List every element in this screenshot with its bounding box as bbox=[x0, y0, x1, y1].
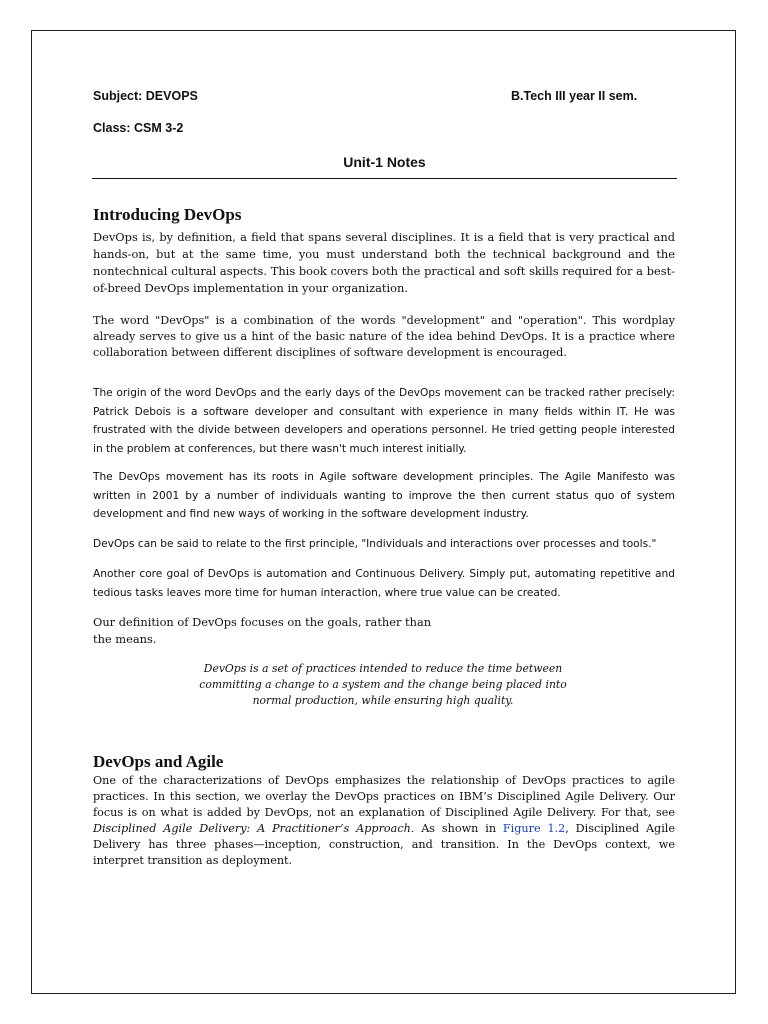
year-label: B.Tech III year II sem. bbox=[511, 89, 638, 103]
title-divider bbox=[92, 178, 677, 179]
section-heading-introducing-devops: Introducing DevOps bbox=[93, 205, 242, 224]
paragraph-goals-line1: Our definition of DevOps focuses on the goals, rather than bbox=[93, 615, 432, 629]
section-heading-devops-and-agile: DevOps and Agile bbox=[93, 752, 224, 771]
paragraph-definition: DevOps is, by definition, a field that spans several disciplines. It is a field that is very practical and hands-on, but at the same time, you must understand both the technical background and the nontechnical cultural aspects. This book covers both the practical and soft skills required for a best-of-breed DevOps implementation in your organization. bbox=[93, 230, 675, 295]
paragraph-first-principle: DevOps can be said to relate to the first principle, "Individuals and interactions over processes and tools." bbox=[93, 538, 657, 550]
quote-line: committing a change to a system and the change being placed into bbox=[199, 678, 567, 691]
text-span: , Disciplined Agile Delivery has three phases—inception, construction, and transition. In the DevOps context, we interpret transition as deployment. bbox=[93, 822, 675, 867]
page-title: Unit-1 Notes bbox=[343, 154, 426, 170]
paragraph-goals bbox=[93, 614, 675, 648]
paragraph-agile-roots: The DevOps movement has its roots in Agile software development principles. The Agile Manifesto was written in 2001 by a number of individuals wanting to improve the then current status quo of system development and find new ways of working in the software development industry. bbox=[93, 471, 675, 520]
subject-label: Subject: DEVOPS bbox=[93, 89, 198, 103]
figure-link[interactable]: Figure 1.2 bbox=[502, 822, 566, 835]
text-span: As shown in bbox=[414, 822, 503, 835]
class-label: Class: CSM 3-2 bbox=[93, 121, 184, 135]
paragraph-devops-agile bbox=[93, 773, 675, 869]
text-span: One of the characterizations of DevOps emphasizes the relationship of DevOps practices to agile practices. In this section, we overlay the DevOps practices on IBM’s Disciplined Agile Delivery. Our focus is on what is added by DevOps, not an explanation of Disciplined Agile Delivery. For that, see bbox=[93, 774, 675, 819]
definition-quote bbox=[180, 661, 586, 709]
paragraph-origin: The origin of the word DevOps and the early days of the DevOps movement can be tracked rather precisely: Patrick Debois is a software developer and consultant with experience in many fields within IT. He was frustrated with the divide between developers and operations personnel. He tried getting people interested in the problem at conferences, but there wasn't much interest initially. bbox=[93, 387, 675, 455]
paragraph-automation: Another core goal of DevOps is automation and Continuous Delivery. Simply put, automating repetitive and tedious tasks leaves more time for human interaction, where true value can be created. bbox=[93, 568, 675, 599]
quote-line: DevOps is a set of practices intended to reduce the time between bbox=[203, 662, 563, 675]
quote-line: normal production, while ensuring high quality. bbox=[252, 694, 514, 707]
paragraph-goals-line2: the means. bbox=[93, 632, 157, 646]
book-title: Disciplined Agile Delivery: A Practitioner’s Approach. bbox=[93, 822, 415, 835]
paragraph-word-devops: The word "DevOps" is a combination of the words "development" and "operation". This wordplay already serves to give us a hint of the basic nature of the idea behind DevOps. It is a practice where collaboration between different disciplines of software development is encouraged. bbox=[93, 314, 675, 359]
